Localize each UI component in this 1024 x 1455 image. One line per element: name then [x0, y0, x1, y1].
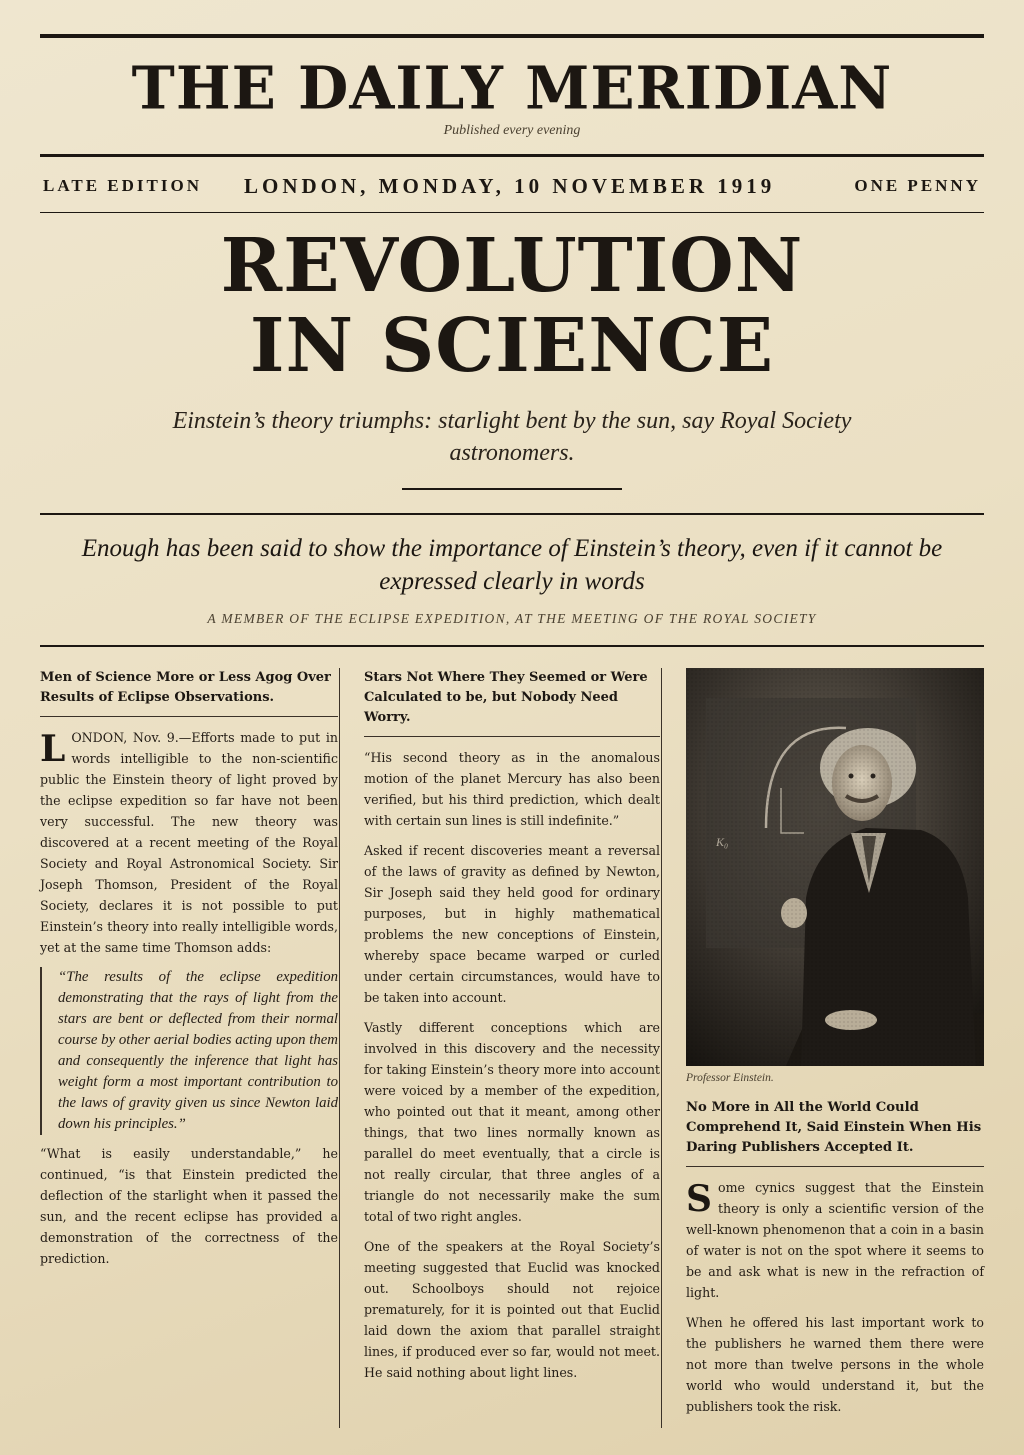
article-column-1 [40, 668, 338, 1278]
top-rule [40, 34, 984, 38]
drop-cap: L [40, 728, 66, 770]
column-1-paragraph-1 [40, 727, 338, 958]
column-1-paragraph-1-text: ONDON, Nov. 9.—Efforts made to put in words intelligible to the non-scientific public the Einstein theory of light proved by the eclipse expedition so far have not been very successful. The new theory was discovered at a recent meeting of the Royal Society and Royal Astronomical Society. Sir Joseph Thomson, President of the Royal Society, declares it is not possible to put Einstein’s theory into really intelligible words, yet at the same time Thomson adds: [40, 730, 338, 955]
column-divider-1 [339, 668, 340, 1428]
masthead-title: THE DAILY MERIDIAN [131, 53, 893, 123]
pullquote-top-rule [40, 513, 984, 515]
price-label: ONE PENNY [854, 176, 981, 195]
dek-divider [402, 488, 622, 490]
masthead-subtitle: Published every evening [443, 123, 581, 138]
pullquote-attribution: A MEMBER OF THE ECLIPSE EXPEDITION, AT THE MEETING OF THE ROYAL SOCIETY [207, 611, 817, 626]
masthead-rule [40, 154, 984, 157]
pullquote-bottom-rule [40, 645, 984, 647]
edition-label: LATE EDITION [43, 176, 202, 195]
dateline [40, 176, 984, 206]
article-column-3 [686, 668, 984, 1426]
date-label: LONDON, MONDAY, 10 NOVEMBER 1919 [244, 174, 776, 198]
column-3-paragraph-2: When he offered his last important work to the publishers he warned them there were not more than twelve persons in the whole world who would understand it, but the publishers took the risk. [686, 1315, 984, 1414]
column-2-paragraph-2: Asked if recent discoveries meant a reversal of the laws of gravity as defined by Newton, Sir Joseph said they held good for ordinary purposes, but in highly mathematical problems the new conceptions of Einstein, whereby space became warped or curled under certain circumstances, would have to be taken into account. [364, 843, 660, 1005]
einstein-portrait-illustration [686, 668, 984, 1066]
column-divider-2 [661, 668, 662, 1428]
column-1-subhead: Men of Science More or Less Agog Over Results of Eclipse Observations. [40, 668, 338, 717]
drop-cap-s: S [686, 1178, 712, 1220]
column-3-paragraph-1-text: ome cynics suggest that the Einstein theory is only a scientific version of the well-known phenomenon that a coin in a basin of water is not on the spot where it seems to be and ask what is new in the refraction of light. [686, 1180, 984, 1300]
thomson-quote: “The results of the eclipse expedition demonstrating that the rays of light from the stars are bent or deflected from their normal course by other aerial bodies acting upon them and consequently the inference that light has weight form a most important contribution to the laws of gravity given us since Newton laid down his principles.” [40, 967, 338, 1135]
headline-line-2: IN SCIENCE [249, 303, 775, 389]
column-2-paragraph-1: “His second theory as in the anomalous motion of the planet Mercury has also been verified, but his third prediction, which dealt with certain sun lines is still indefinite.” [364, 750, 660, 828]
pullquote: Enough has been said to show the importance of Einstein’s theory, even if it cannot be expressed clearly in words [81, 535, 943, 595]
newspaper-page [40, 0, 984, 1455]
column-2-paragraph-4: One of the speakers at the Royal Society’s meeting suggested that Euclid was knocked out. Schoolboys should not rejoice prematurely, for it is pointed out that Euclid laid down the axiom that parallel straight lines, if produced ever so far, would not meet. He said nothing about light lines. [364, 1239, 660, 1380]
dateline-rule [40, 212, 984, 213]
headline [40, 223, 984, 389]
column-2-subhead: Stars Not Where They Seemed or Were Calculated to be, but Nobody Need Worry. [364, 668, 660, 737]
column-2-paragraph-3: Vastly different conceptions which are involved in this discovery and the necessity for taking Einstein’s theory more into account were voiced by a member of the expedition, who pointed out that it meant, among other things, that two lines normally known as parallel do meet eventually, that a circle is not really circular, that three angles of a triangle do not necessarily make the sum total of two right angles. [364, 1020, 660, 1224]
column-3-paragraph-1 [686, 1177, 984, 1303]
photo-caption: Professor Einstein. [686, 1072, 774, 1084]
column-1-paragraph-2: “What is easily understandable,” he continued, “is that Einstein predicted the deflection of the starlight when it passed the sun, and the recent eclipse has provided a demonstration of the correctness of the prediction. [40, 1146, 338, 1266]
column-3-subhead: No More in All the World Could Comprehend It, Said Einstein When His Daring Publishers Accepted It. [686, 1098, 984, 1167]
einstein-photo [686, 668, 984, 1066]
headline-dek: Einstein’s theory triumphs: starlight bent by the sun, say Royal Society astronomers. [172, 408, 852, 466]
headline-line-1: REVOLUTION [220, 223, 804, 309]
article-column-2 [364, 668, 660, 1392]
